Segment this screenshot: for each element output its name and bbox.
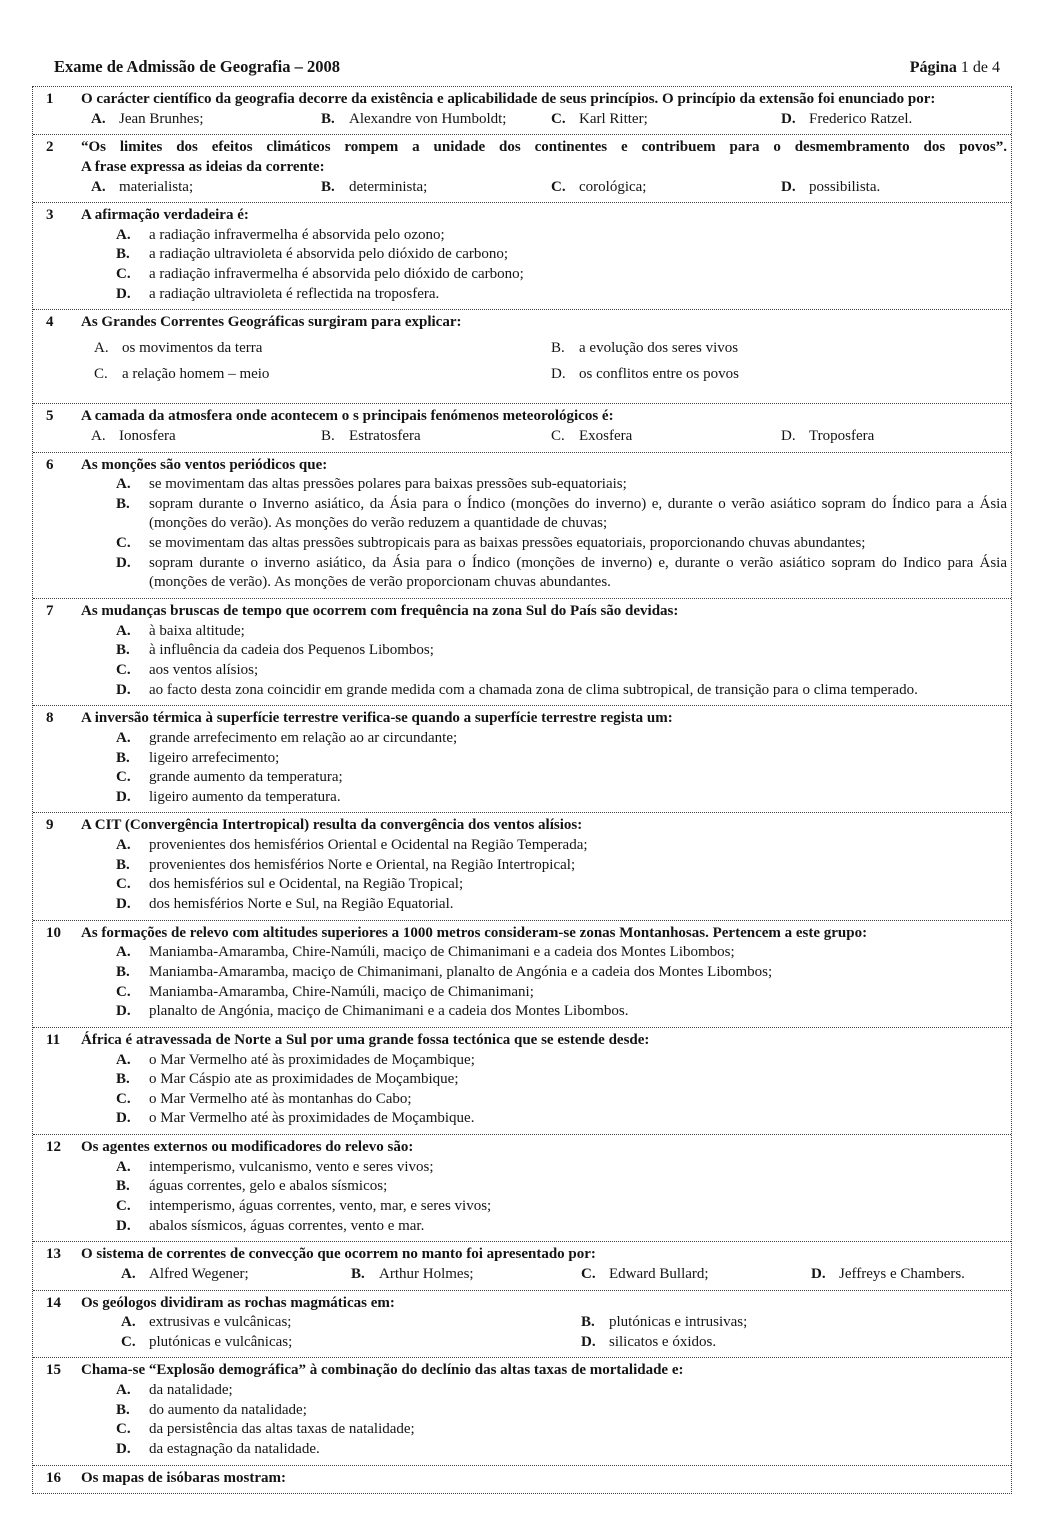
option-text: Alfred Wegener; <box>149 1265 249 1282</box>
option-letter: A. <box>116 622 131 639</box>
option-text: da natalidade; <box>149 1382 233 1399</box>
option-text: aos ventos alísios; <box>149 661 259 678</box>
option-text: dos hemisférios Norte e Sul, na Região Equatorial. <box>149 896 454 913</box>
option-letter: C. <box>121 1333 136 1350</box>
option-text: o Mar Vermelho até às montanhas do Cabo; <box>149 1090 412 1107</box>
option-letter: A. <box>91 110 106 127</box>
option-text: a radiação infravermelha é absorvida pelo dióxido de carbono; <box>149 266 524 283</box>
question-stem: Os mapas de isóbaras mostram: <box>81 1469 286 1486</box>
option-letter: C. <box>116 535 131 552</box>
option-text: a radiação ultravioleta é absorvida pelo dióxido de carbono; <box>149 246 509 263</box>
option-letter: A. <box>121 1314 136 1331</box>
option-text: Jean Brunhes; <box>119 110 204 127</box>
page-indicator <box>910 58 1000 79</box>
option-text: Jeffreys e Chambers. <box>839 1265 965 1282</box>
option-text: os movimentos da terra <box>122 340 263 356</box>
option-text: a radiação ultravioleta é reflectida na troposfera. <box>149 285 440 302</box>
option-text: os conflitos entre os povos <box>579 365 739 382</box>
option-text: silicatos e óxidos. <box>609 1333 717 1350</box>
options-group <box>81 1381 1007 1460</box>
answer-option <box>91 178 321 198</box>
answer-option <box>91 427 321 447</box>
option-text: determinista; <box>349 178 428 195</box>
answer-option <box>351 1265 581 1285</box>
question-row <box>33 1290 1011 1358</box>
option-text: a evolução dos seres vivos <box>579 340 739 356</box>
option-letter: D. <box>811 1265 826 1282</box>
exam-title: Exame de Admissão de Geografia – 2008 <box>54 57 340 76</box>
option-letter: D. <box>116 896 131 913</box>
answer-option <box>116 641 1007 661</box>
question-stem: A CIT (Convergência Intertropical) resulta da convergência dos ventos alísios: <box>81 817 583 834</box>
option-letter: D. <box>781 178 796 195</box>
option-text: Estratosfera <box>349 427 421 444</box>
answer-option <box>581 1313 1007 1333</box>
question-stem: As monções são ventos periódicos que: <box>81 456 328 473</box>
option-text: Alexandre von Humboldt; <box>349 110 507 127</box>
question-stem: África é atravessada de Norte a Sul por uma grande fossa tectónica que se estende desde: <box>81 1031 650 1048</box>
answer-option <box>116 475 1007 495</box>
option-text: grande arrefecimento em relação ao ar circundante; <box>149 729 458 746</box>
option-text: extrusivas e vulcânicas; <box>149 1314 292 1331</box>
answer-option <box>551 427 781 447</box>
answer-option <box>116 1070 1007 1090</box>
option-letter: C. <box>551 110 566 127</box>
options-group <box>81 1158 1007 1237</box>
option-text: a radiação infravermelha é absorvida pelo ozono; <box>149 226 445 243</box>
option-text: Edward Bullard; <box>609 1265 709 1282</box>
answer-option <box>116 554 1007 593</box>
option-text: Maniamba-Amaramba, Chire-Namúli, maciço de Chimanimani e a cadeia dos Montes Libombos; <box>149 944 735 961</box>
option-letter: B. <box>116 1071 130 1088</box>
option-letter: A. <box>91 427 106 444</box>
answer-option <box>116 943 1007 963</box>
answer-option <box>121 1313 581 1333</box>
answer-option <box>781 178 1007 198</box>
option-letter: B. <box>351 1265 365 1282</box>
option-letter: D. <box>116 554 131 571</box>
question-stem: Os geólogos dividiram as rochas magmáticas em: <box>81 1294 395 1311</box>
answer-option <box>321 427 551 447</box>
question-number: 11 <box>46 1031 61 1048</box>
question-row <box>33 1134 1011 1241</box>
answer-option <box>116 661 1007 681</box>
option-text: sopram durante o inverno asiático, da Ásia para o Índico (monções de inverno) e, durante o verão asiático sopram do Indico para Ásia (monções de verão). As monções de verão proporcionam chuvas abundantes. <box>149 554 1007 591</box>
options-group <box>81 943 1007 1022</box>
page-label: Página <box>909 59 957 76</box>
question-row <box>33 1465 1011 1494</box>
option-letter: C. <box>116 266 131 283</box>
option-letter: D. <box>781 110 796 127</box>
answer-option <box>581 1333 1007 1353</box>
option-letter: B. <box>116 749 130 766</box>
option-letter: B. <box>321 178 335 195</box>
question-row <box>33 920 1011 1027</box>
answer-option <box>116 1002 1007 1022</box>
option-text: materialista; <box>119 178 194 195</box>
question-row <box>33 202 1011 309</box>
question-row <box>33 452 1011 598</box>
option-text: Ionosfera <box>119 427 176 444</box>
option-text: intemperismo, águas correntes, vento, mar, e seres vivos; <box>149 1197 492 1214</box>
option-letter: A. <box>116 729 131 746</box>
options-group <box>81 475 1007 593</box>
question-row <box>33 598 1011 705</box>
answer-option <box>116 226 1007 246</box>
answer-option <box>781 427 1007 447</box>
option-letter: C. <box>116 769 131 786</box>
option-letter: D. <box>781 427 796 444</box>
answer-option <box>116 749 1007 769</box>
options-group <box>81 1051 1007 1130</box>
option-text: o Mar Vermelho até às proximidades de Moçambique; <box>149 1051 475 1068</box>
question-stem: A inversão térmica à superfície terrestre verifica-se quando a superfície terrestre regista um: <box>81 710 673 727</box>
question-stem: Os agentes externos ou modificadores do relevo são: <box>81 1139 414 1156</box>
option-letter: A. <box>91 178 106 195</box>
option-letter: D. <box>581 1333 596 1350</box>
option-text: da estagnação da natalidade. <box>149 1441 320 1458</box>
question-number: 2 <box>46 139 54 156</box>
option-letter: A. <box>121 1265 136 1282</box>
options-group <box>81 427 1007 447</box>
option-text: águas correntes, gelo e abalos sísmicos; <box>149 1178 388 1195</box>
option-letter: B. <box>116 963 130 980</box>
answer-option <box>116 1381 1007 1401</box>
option-letter: A. <box>116 1051 131 1068</box>
answer-option <box>116 1090 1007 1110</box>
question-number: 10 <box>46 924 61 941</box>
question-body <box>81 1245 1007 1284</box>
options-group <box>81 729 1007 808</box>
option-letter: C. <box>551 427 565 444</box>
option-text: a relação homem – meio <box>122 365 270 382</box>
answer-option <box>551 110 781 130</box>
option-text: Maniamba-Amaramba, maciço de Chimanimani, planalto de Angónia e a cadeia dos Montes Libombos; <box>149 963 773 980</box>
question-body <box>81 456 1007 593</box>
question-stem: Chama-se “Explosão demográfica” à combinação do declínio das altas taxas de mortalidade e: <box>81 1362 684 1379</box>
question-number: 16 <box>46 1469 61 1486</box>
option-text: plutónicas e intrusivas; <box>609 1314 748 1331</box>
question-number: 12 <box>46 1139 61 1156</box>
answer-option <box>116 1401 1007 1421</box>
option-text: se movimentam das altas pressões polares para baixas pressões sub-equatoriais; <box>149 476 627 493</box>
option-text: o Mar Cáspio ate as proximidades de Moçambique; <box>149 1071 459 1088</box>
option-text: plutónicas e vulcânicas; <box>149 1333 293 1350</box>
question-body <box>81 924 1007 1022</box>
page-header <box>32 56 1012 86</box>
answer-option <box>116 1197 1007 1217</box>
option-text: Maniamba-Amaramba, Chire-Namúli, maciço de Chimanimani; <box>149 983 534 1000</box>
question-row <box>33 1357 1011 1464</box>
question-row <box>33 87 1011 134</box>
option-letter: C. <box>551 178 566 195</box>
option-letter: B. <box>116 856 130 873</box>
question-row <box>33 812 1011 919</box>
answer-option <box>94 339 551 359</box>
answer-option <box>121 1333 581 1353</box>
answer-option <box>116 1177 1007 1197</box>
option-text: à influência da cadeia dos Pequenos Libombos; <box>149 642 434 659</box>
questions-table <box>32 86 1012 1494</box>
option-text: intemperismo, vulcanismo, vento e seres vivos; <box>149 1158 434 1175</box>
option-letter: A. <box>94 340 109 356</box>
answer-option <box>116 1420 1007 1440</box>
option-text: possibilista. <box>809 178 881 195</box>
answer-option <box>781 110 1007 130</box>
answer-option <box>116 856 1007 876</box>
answer-option <box>116 788 1007 808</box>
answer-option <box>116 1051 1007 1071</box>
question-stem: “Os limites dos efeitos climáticos rompem a unidade dos continentes e contribuem para o desmembramento dos povos”. <box>81 139 1007 156</box>
option-text: Exosfera <box>579 427 633 444</box>
option-letter: B. <box>116 1401 130 1418</box>
answer-option <box>116 534 1007 554</box>
option-letter: C. <box>116 1197 131 1214</box>
option-text: planalto de Angónia, maciço de Chimanimani e a cadeia dos Montes Libombos. <box>149 1003 629 1020</box>
option-text: sopram durante o Inverno asiático, da Ásia para o Índico (monções do inverno) e, durante o verão asiático sopram do Índico para a Ásia (monções do verão). As monções do verão reduzem a quantidade de chuvas; <box>149 495 1007 532</box>
question-row <box>33 705 1011 812</box>
option-letter: D. <box>116 285 131 302</box>
answer-option <box>811 1265 1007 1285</box>
option-text: Karl Ritter; <box>579 110 648 127</box>
option-text: ligeiro arrefecimento; <box>149 749 280 766</box>
answer-option <box>94 365 551 385</box>
option-letter: C. <box>116 1421 131 1438</box>
question-row <box>33 403 1011 451</box>
question-number: 8 <box>46 710 54 727</box>
question-stem: O carácter científico da geografia decorre da existência e aplicabilidade de seus princípios. O princípio da extensão foi enunciado por: <box>81 90 936 107</box>
option-text: ligeiro aumento da temperatura. <box>149 788 341 805</box>
option-text: provenientes dos hemisférios Oriental e Ocidental na Região Temperada; <box>149 837 588 854</box>
question-stem: O sistema de correntes de convecção que ocorrem no manto foi apresentado por: <box>81 1246 596 1263</box>
option-letter: D. <box>116 681 131 698</box>
option-letter: A. <box>116 1382 131 1399</box>
answer-option <box>551 339 1007 359</box>
answer-option <box>116 963 1007 983</box>
option-text: Troposfera <box>809 427 875 444</box>
question-number: 14 <box>46 1294 61 1311</box>
option-letter: B. <box>116 246 130 263</box>
question-body <box>81 602 1007 700</box>
options-group <box>81 110 1007 130</box>
option-letter: C. <box>116 661 131 678</box>
option-text: à baixa altitude; <box>149 622 245 639</box>
question-body <box>81 1138 1007 1236</box>
option-text: do aumento da natalidade; <box>149 1401 307 1418</box>
option-letter: D. <box>116 1441 131 1458</box>
options-group <box>81 178 1007 198</box>
answer-option <box>116 768 1007 788</box>
options-group <box>81 622 1007 701</box>
option-text: Frederico Ratzel. <box>809 110 913 127</box>
option-letter: D. <box>116 788 131 805</box>
answer-option <box>551 365 1007 385</box>
answer-option <box>91 110 321 130</box>
question-stem-secondary: A frase expressa as ideias da corrente: <box>81 158 325 175</box>
answer-option <box>321 178 551 198</box>
question-number: 15 <box>46 1362 61 1379</box>
option-letter: B. <box>116 642 130 659</box>
question-number: 7 <box>46 603 54 620</box>
options-group <box>81 1265 1007 1285</box>
answer-option <box>116 285 1007 305</box>
answer-option <box>116 836 1007 856</box>
question-number: 6 <box>46 456 54 473</box>
question-body <box>81 313 1007 398</box>
option-text: ao facto desta zona coincidir em grande medida com a chamada zona de clima subtropical, de transição para o clima temperado. <box>149 681 918 698</box>
question-stem: A afirmação verdadeira é: <box>81 207 249 224</box>
question-stem: As Grandes Correntes Geográficas surgiram para explicar: <box>81 314 462 331</box>
option-letter: B. <box>116 1178 130 1195</box>
option-text: se movimentam das altas pressões subtropicais para as baixas pressões equatoriais, proporcionando chuvas abundantes; <box>149 535 866 552</box>
options-group <box>81 836 1007 915</box>
question-body <box>81 1294 1007 1353</box>
answer-option <box>121 1265 351 1285</box>
answer-option <box>116 875 1007 895</box>
answer-option <box>116 622 1007 642</box>
option-letter: A. <box>116 1158 131 1175</box>
question-stem: A camada da atmosfera onde acontecem o s principais fenómenos meteorológicos é: <box>81 408 614 425</box>
option-letter: D. <box>116 1003 131 1020</box>
answer-option <box>116 245 1007 265</box>
question-number: 13 <box>46 1246 61 1263</box>
option-letter: C. <box>581 1265 596 1282</box>
option-letter: C. <box>94 365 108 382</box>
option-letter: D. <box>116 1110 131 1127</box>
option-letter: B. <box>551 340 565 356</box>
answer-option <box>116 1440 1007 1460</box>
answer-option <box>116 729 1007 749</box>
answer-option <box>116 495 1007 534</box>
option-letter: A. <box>116 226 131 243</box>
option-letter: B. <box>581 1314 595 1331</box>
option-letter: C. <box>116 876 131 893</box>
question-body <box>81 1031 1007 1129</box>
answer-option <box>116 265 1007 285</box>
question-number: 9 <box>46 817 54 834</box>
options-group <box>81 226 1007 305</box>
question-body <box>81 709 1007 807</box>
option-text: dos hemisférios sul e Ocidental, na Região Tropical; <box>149 876 464 893</box>
question-row <box>33 1027 1011 1134</box>
question-body <box>81 1469 1007 1489</box>
option-letter: B. <box>321 110 335 127</box>
option-letter: A. <box>116 837 131 854</box>
question-body <box>81 206 1007 304</box>
option-letter: A. <box>116 944 131 961</box>
question-row <box>33 134 1011 202</box>
option-letter: D. <box>116 1217 131 1234</box>
answer-option <box>116 681 1007 701</box>
question-number: 4 <box>46 314 54 331</box>
question-stem: As formações de relevo com altitudes superiores a 1000 metros consideram-se zonas Montanhosas. Pertencem a este grupo: <box>81 924 868 941</box>
options-group <box>81 1313 1007 1352</box>
question-row <box>33 309 1011 403</box>
answer-option <box>321 110 551 130</box>
page-number: 1 de 4 <box>960 59 1000 76</box>
question-stem: As mudanças bruscas de tempo que ocorrem com frequência na zona Sul do País são devidas: <box>81 603 679 620</box>
question-row <box>33 1241 1011 1289</box>
option-text: corológica; <box>579 178 647 195</box>
question-number: 1 <box>46 90 54 107</box>
answer-option <box>116 1109 1007 1129</box>
option-letter: B. <box>321 427 335 444</box>
answer-option <box>581 1265 811 1285</box>
question-number: 3 <box>46 207 54 224</box>
question-body <box>81 816 1007 914</box>
option-letter: C. <box>116 983 131 1000</box>
answer-option <box>116 983 1007 1003</box>
answer-option <box>116 1158 1007 1178</box>
question-body <box>81 90 1007 129</box>
option-text: abalos sísmicos, águas correntes, vento e mar. <box>149 1217 425 1234</box>
question-number: 5 <box>46 408 54 425</box>
option-text: o Mar Vermelho até às proximidades de Moçambique. <box>149 1110 475 1127</box>
option-letter: D. <box>551 365 566 382</box>
option-text: Arthur Holmes; <box>379 1265 474 1282</box>
option-text: provenientes dos hemisférios Norte e Oriental, na Região Intertropical; <box>149 856 576 873</box>
options-group <box>81 333 1007 398</box>
question-body <box>81 1361 1007 1459</box>
answer-option <box>116 895 1007 915</box>
option-text: da persistência das altas taxas de natalidade; <box>149 1421 415 1438</box>
answer-option <box>551 178 781 198</box>
answer-option <box>116 1217 1007 1237</box>
option-letter: A. <box>116 476 131 493</box>
question-body <box>81 407 1007 446</box>
option-text: grande aumento da temperatura; <box>149 769 343 786</box>
option-letter: B. <box>116 495 130 512</box>
option-letter: C. <box>116 1090 131 1107</box>
question-body <box>81 138 1007 197</box>
